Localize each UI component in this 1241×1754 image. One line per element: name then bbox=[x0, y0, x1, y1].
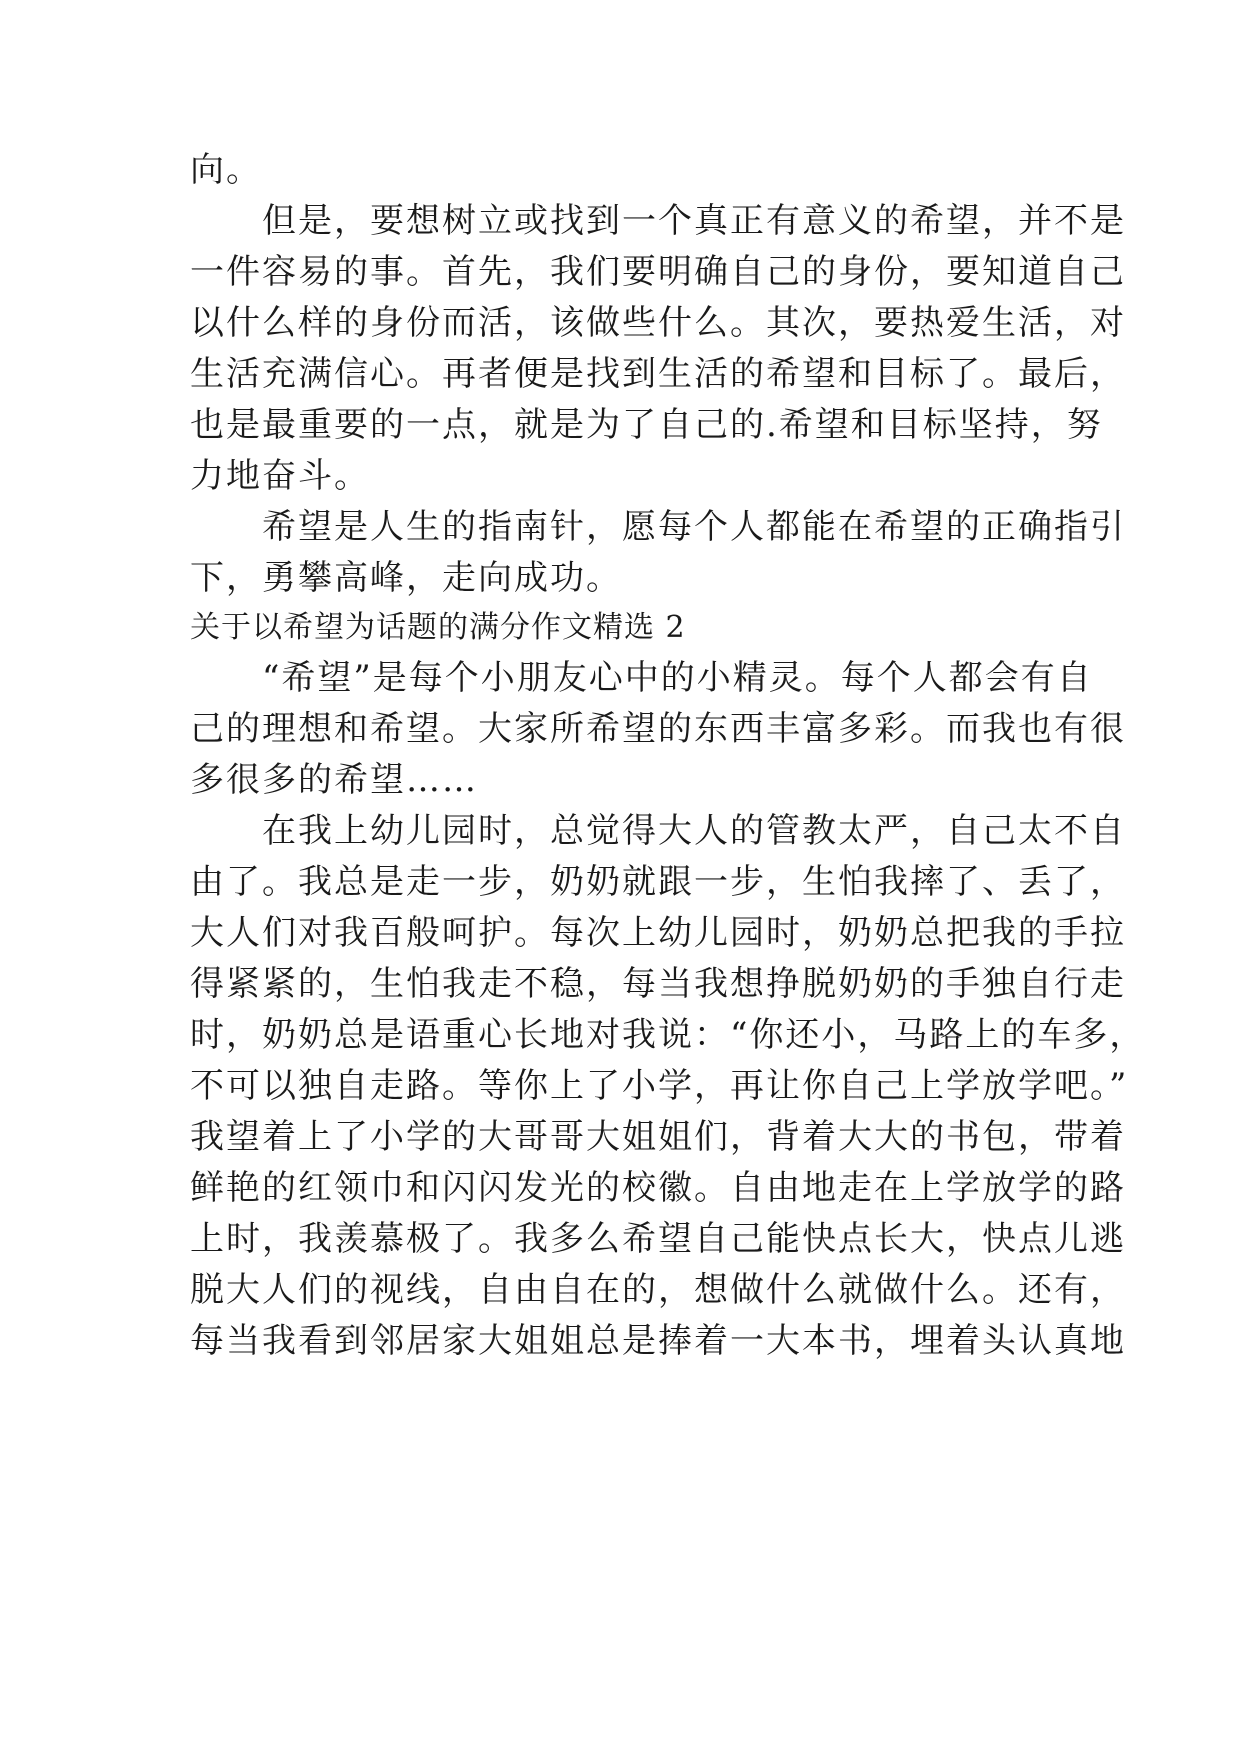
text-line: 由了。我总是走一步，奶奶就跟一步，生怕我摔了、丢了， bbox=[190, 862, 1126, 902]
text-line: 不可以独自走路。等你上了小学，再让你自己上学放学吧。” bbox=[190, 1066, 1129, 1106]
text-line: 但是，要想树立或找到一个真正有意义的希望，并不是 bbox=[190, 201, 1126, 241]
text-line: 下，勇攀高峰，走向成功。 bbox=[190, 558, 622, 598]
text-line: 也是最重要的一点，就是为了自己的.希望和目标坚持，努 bbox=[190, 405, 1103, 445]
text-line: 得紧紧的，生怕我走不稳，每当我想挣脱奶奶的手独自行走 bbox=[190, 964, 1126, 1004]
text-line: 向。 bbox=[190, 150, 262, 190]
text-line: “希望”是每个小朋友心中的小精灵。每个人都会有自 bbox=[190, 658, 1093, 698]
text-line: 多很多的希望…… bbox=[190, 760, 478, 800]
text-line: 每当我看到邻居家大姐姐总是捧着一大本书，埋着头认真地 bbox=[190, 1321, 1126, 1361]
section-title: 关于以希望为话题的满分作文精选 2 bbox=[190, 610, 686, 645]
text-line: 希望是人生的指南针，愿每个人都能在希望的正确指引 bbox=[190, 507, 1126, 547]
text-line: 鲜艳的红领巾和闪闪发光的校徽。自由地走在上学放学的路 bbox=[190, 1168, 1126, 1208]
text-line: 我望着上了小学的大哥哥大姐姐们，背着大大的书包，带着 bbox=[190, 1117, 1126, 1157]
text-line: 在我上幼儿园时，总觉得大人的管教太严，自己太不自 bbox=[190, 811, 1126, 851]
text-line: 以什么样的身份而活，该做些什么。其次，要热爱生活，对 bbox=[190, 303, 1126, 343]
text-line: 力地奋斗。 bbox=[190, 456, 370, 496]
text-line: 大人们对我百般呵护。每次上幼儿园时，奶奶总把我的手拉 bbox=[190, 913, 1126, 953]
text-line: 生活充满信心。再者便是找到生活的希望和目标了。最后， bbox=[190, 354, 1126, 394]
text-line: 脱大人们的视线，自由自在的，想做什么就做什么。还有， bbox=[190, 1270, 1126, 1310]
text-line: 上时，我羡慕极了。我多么希望自己能快点长大，快点儿逃 bbox=[190, 1219, 1126, 1259]
text-line: 时，奶奶总是语重心长地对我说：“你还小，马路上的车多， bbox=[190, 1015, 1146, 1055]
text-line: 己的理想和希望。大家所希望的东西丰富多彩。而我也有很 bbox=[190, 709, 1126, 749]
text-line: 一件容易的事。首先，我们要明确自己的身份，要知道自己 bbox=[190, 252, 1126, 292]
